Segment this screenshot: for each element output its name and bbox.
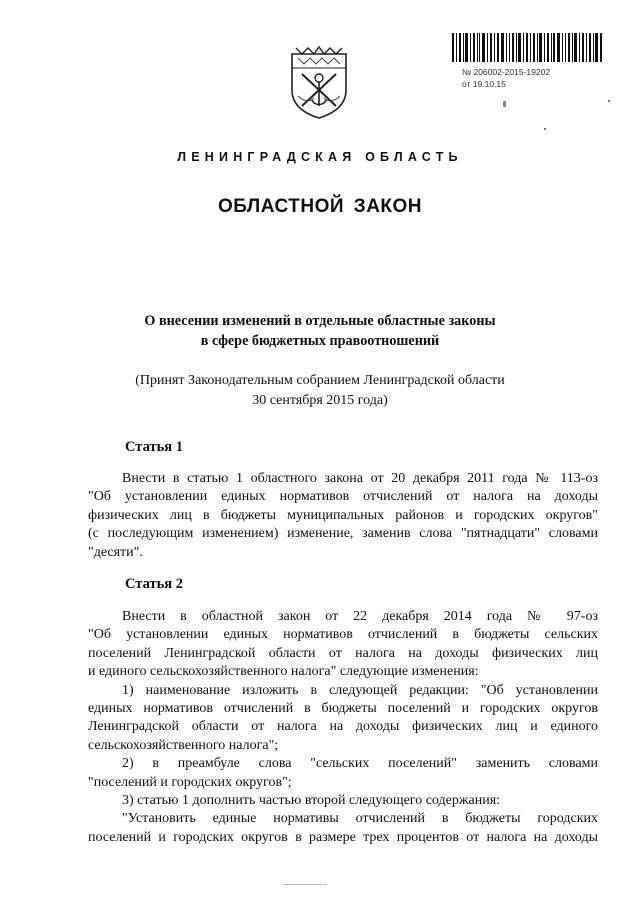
text-line: "десяти". bbox=[88, 544, 143, 560]
barcode bbox=[452, 33, 604, 62]
adoption-note-line: (Принят Законодательным собранием Ленинградской области bbox=[135, 373, 505, 388]
law-title-line: О внесении изменений в отдельные областные законы bbox=[144, 313, 496, 329]
region-name: ЛЕНИНГРАДСКАЯ ОБЛАСТЬ bbox=[177, 150, 463, 164]
text-line: (с последующим изменением) изменение, заменив слова "пятнадцати" словами bbox=[88, 526, 598, 542]
text-line: Внести в статью 1 областного закона от 20 декабря 2011 года № 113-оз bbox=[122, 471, 598, 486]
text-line: 3) статью 1 дополнить частью второй следующего содержания: bbox=[122, 793, 501, 809]
text-line: Ленинградской области от налога на доходы физических лиц и единого bbox=[88, 719, 598, 735]
adoption-note-line: 30 сентября 2015 года) bbox=[252, 393, 388, 408]
text-line: Внести в областной закон от 22 декабря 2014 года № 97-оз bbox=[122, 609, 598, 624]
scan-speck bbox=[544, 128, 546, 130]
text-line: "Установить единые нормативы отчислений в бюджеты городских bbox=[122, 811, 598, 827]
article-2-heading: Статья 2 bbox=[125, 576, 183, 592]
text-line: единых нормативов отчислений в бюджеты поселений и городских округов bbox=[88, 701, 598, 717]
text-line: 2) в преамбуле слова "сельских поселений" заменить словами bbox=[122, 756, 598, 772]
text-line: и единого сельскохозяйственного налога" следующие изменения: bbox=[88, 664, 479, 680]
footer-divider bbox=[283, 884, 327, 885]
law-title-line: в сфере бюджетных правоотношений bbox=[200, 333, 440, 349]
registration-date: от 19.10.15 bbox=[462, 79, 506, 89]
article-1-heading: Статья 1 bbox=[125, 439, 183, 455]
registration-number: № 206002-2015-19202 bbox=[462, 67, 551, 77]
text-line: поселений Ленинградской области от налога на доходы физических лиц bbox=[88, 645, 598, 661]
text-line: "поселений и городских округов"; bbox=[88, 774, 292, 790]
text-line: поселений и городских округов в размере трех процентов от налога на доходы bbox=[88, 829, 598, 845]
law-type-heading: ОБЛАСТНОЙ ЗАКОН bbox=[217, 196, 423, 217]
text-line: сельскохозяйственного налога"; bbox=[88, 737, 279, 753]
scan-speck bbox=[608, 100, 610, 102]
text-line: физических лиц в бюджеты муниципальных районов и городских округов" bbox=[88, 507, 598, 523]
text-line: 1) наименование изложить в следующей редакции: "Об установлении bbox=[122, 682, 598, 698]
text-line: "Об установлении единых нормативов отчислений от налога на доходы bbox=[88, 489, 598, 505]
text-line: "Об установлении единых нормативов отчислений в бюджеты сельских bbox=[88, 627, 598, 643]
law-title bbox=[0, 311, 640, 351]
coat-of-arms-icon bbox=[288, 44, 350, 120]
adoption-note bbox=[0, 371, 640, 411]
article-1-text bbox=[88, 470, 598, 562]
article-2-text bbox=[88, 608, 598, 847]
scan-speck bbox=[503, 101, 506, 107]
